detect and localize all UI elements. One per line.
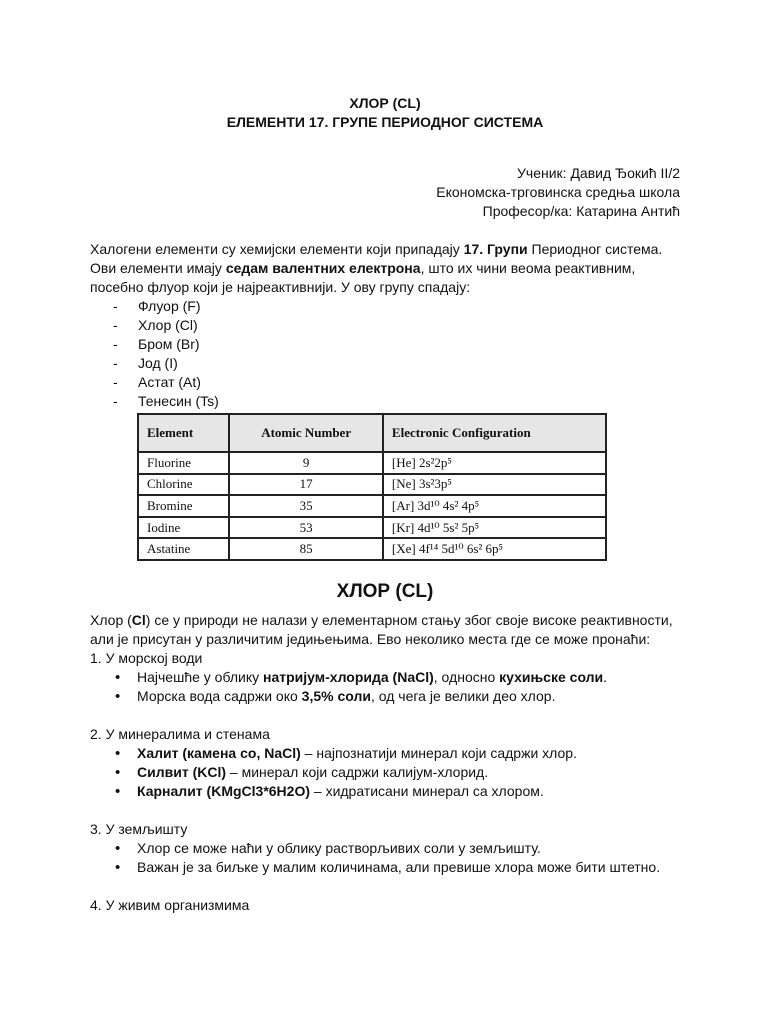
cell-element: Chlorine bbox=[138, 474, 229, 496]
cell-atomic-number: 17 bbox=[229, 474, 383, 496]
school-line: Економска-трговинска средња школа bbox=[436, 184, 680, 200]
list-item: - Астат (At) bbox=[113, 374, 201, 390]
table-header-row bbox=[138, 414, 606, 452]
table-row bbox=[138, 538, 606, 560]
bold-text: 3,5% соли bbox=[301, 688, 371, 704]
list-item-text: Астат (At) bbox=[138, 374, 201, 390]
subsection-heading: 4. У живим организмима bbox=[90, 897, 250, 913]
list-item bbox=[137, 668, 680, 687]
spacer bbox=[90, 801, 680, 820]
intro-text-1: Халогени елементи су хемијски елементи који припадају bbox=[90, 241, 464, 257]
sea-water-list bbox=[90, 668, 680, 706]
cell-atomic-number: 85 bbox=[229, 538, 383, 560]
chlorine-intro-paragraph bbox=[90, 611, 680, 649]
soil-list bbox=[90, 839, 680, 877]
intro-text-3: , што их чини веома реактивним, посебно флуор који је најреактивнији. У ову групу спадају: bbox=[90, 260, 636, 295]
table-row bbox=[138, 452, 606, 474]
minerals-list bbox=[90, 744, 680, 801]
intro-bold-electrons: седам валентних електрона bbox=[225, 260, 421, 276]
bold-text: Халит (камена со, NaCl) bbox=[137, 745, 301, 761]
chlorine-symbol: Cl bbox=[131, 612, 146, 628]
list-item: - Флуор (F) bbox=[113, 298, 201, 314]
intro-text-2: Периодног система. Ови елементи имају bbox=[90, 241, 663, 276]
list-item: - Тенесин (Ts) bbox=[113, 393, 219, 409]
text: Најчешће у облику bbox=[137, 669, 264, 685]
list-item-text: Бром (Br) bbox=[138, 336, 200, 352]
col-header-atomic-number: Atomic Number bbox=[229, 414, 383, 452]
cell-atomic-number: 53 bbox=[229, 517, 383, 539]
bold-text: Карналит (KMgCl3*6H2O) bbox=[137, 783, 310, 799]
spacer bbox=[90, 877, 680, 896]
intro-paragraph bbox=[90, 240, 680, 297]
list-item: - Јод (I) bbox=[113, 355, 178, 371]
col-header-element: Element bbox=[138, 414, 229, 452]
text: – минерал који садржи калијум-хлорид. bbox=[226, 764, 489, 780]
chlorine-intro-text-1: Хлор ( bbox=[90, 612, 132, 628]
chlorine-intro-text-2: ) се у природи не налази у елементарном стању због своје високе реактивности, али је присутан у различитим једињењима. Ево неколико места где се може пронаћи: bbox=[90, 612, 673, 647]
document-title: ХЛОР (CL) bbox=[349, 95, 421, 111]
col-header-configuration: Electronic Configuration bbox=[383, 414, 606, 452]
cell-element: Fluorine bbox=[138, 452, 229, 474]
author-block bbox=[90, 164, 680, 221]
cell-atomic-number: 35 bbox=[229, 495, 383, 517]
cell-configuration: [Ar] 3d¹⁰ 4s² 4p⁵ bbox=[383, 495, 606, 517]
list-item-text: Јод (I) bbox=[138, 355, 178, 371]
text: – најпознатији минерал који садржи хлор. bbox=[300, 745, 577, 761]
list-item bbox=[137, 763, 680, 782]
list-item bbox=[137, 782, 680, 801]
cell-configuration: [Xe] 4f¹⁴ 5d¹⁰ 6s² 6p⁵ bbox=[383, 538, 606, 560]
subsection-heading: 1. У морској води bbox=[90, 650, 203, 666]
spacer bbox=[90, 706, 680, 725]
list-item: • Хлор се може наћи у облику растворљивих соли у земљишту. bbox=[137, 839, 680, 858]
text: . bbox=[603, 669, 608, 685]
section-minerals bbox=[90, 725, 680, 801]
list-item-text: Тенесин (Ts) bbox=[138, 393, 219, 409]
halogen-list bbox=[90, 297, 680, 411]
document-subtitle: ЕЛЕМЕНТИ 17. ГРУПЕ ПЕРИОДНОГ СИСТЕМА bbox=[226, 114, 544, 130]
cell-configuration: [Ne] 3s²3p⁵ bbox=[383, 474, 606, 496]
list-item: • Важан је за биљке у малим количинама, али превише хлора може бити штетно. bbox=[137, 858, 680, 877]
bold-text: Силвит (KCl) bbox=[137, 764, 227, 780]
list-item: - Бром (Br) bbox=[113, 336, 200, 352]
table-row bbox=[138, 474, 606, 496]
list-item bbox=[137, 744, 680, 763]
student-line: Ученик: Давид Ђокић II/2 bbox=[517, 165, 680, 181]
intro-bold-group: 17. Групи bbox=[463, 241, 528, 257]
list-item-text: Флуор (F) bbox=[138, 298, 201, 314]
cell-configuration: [Kr] 4d¹⁰ 5s² 5p⁵ bbox=[383, 517, 606, 539]
section-sea-water bbox=[90, 649, 680, 706]
document-page bbox=[90, 94, 680, 915]
teacher-line: Професор/ка: Катарина Антић bbox=[482, 203, 680, 219]
list-item-text: Хлор (Cl) bbox=[138, 317, 198, 333]
text: , од чега је велики део хлор. bbox=[370, 688, 556, 704]
subsection-heading: 3. У земљишту bbox=[90, 821, 188, 837]
cell-element: Astatine bbox=[138, 538, 229, 560]
bold-text: натријум-хлорида (NaCl) bbox=[263, 669, 434, 685]
cell-configuration: [He] 2s²2p⁵ bbox=[383, 452, 606, 474]
cell-element: Bromine bbox=[138, 495, 229, 517]
section-heading-chlorine: ХЛОР (CL) bbox=[336, 581, 434, 602]
text: Морска вода садржи око bbox=[137, 688, 302, 704]
section-soil bbox=[90, 820, 680, 877]
bold-text: кухињске соли bbox=[499, 669, 604, 685]
cell-atomic-number: 9 bbox=[229, 452, 383, 474]
table-row bbox=[138, 495, 606, 517]
element-table bbox=[137, 413, 607, 561]
element-table-image bbox=[137, 413, 607, 561]
list-item: - Хлор (Cl) bbox=[113, 317, 198, 333]
text: , односно bbox=[433, 669, 500, 685]
cell-element: Iodine bbox=[138, 517, 229, 539]
section-organisms bbox=[90, 896, 680, 915]
list-item bbox=[137, 687, 680, 706]
text: – хидратисани минерал са хлором. bbox=[310, 783, 544, 799]
table-row bbox=[138, 517, 606, 539]
subsection-heading: 2. У минералима и стенама bbox=[90, 726, 270, 742]
